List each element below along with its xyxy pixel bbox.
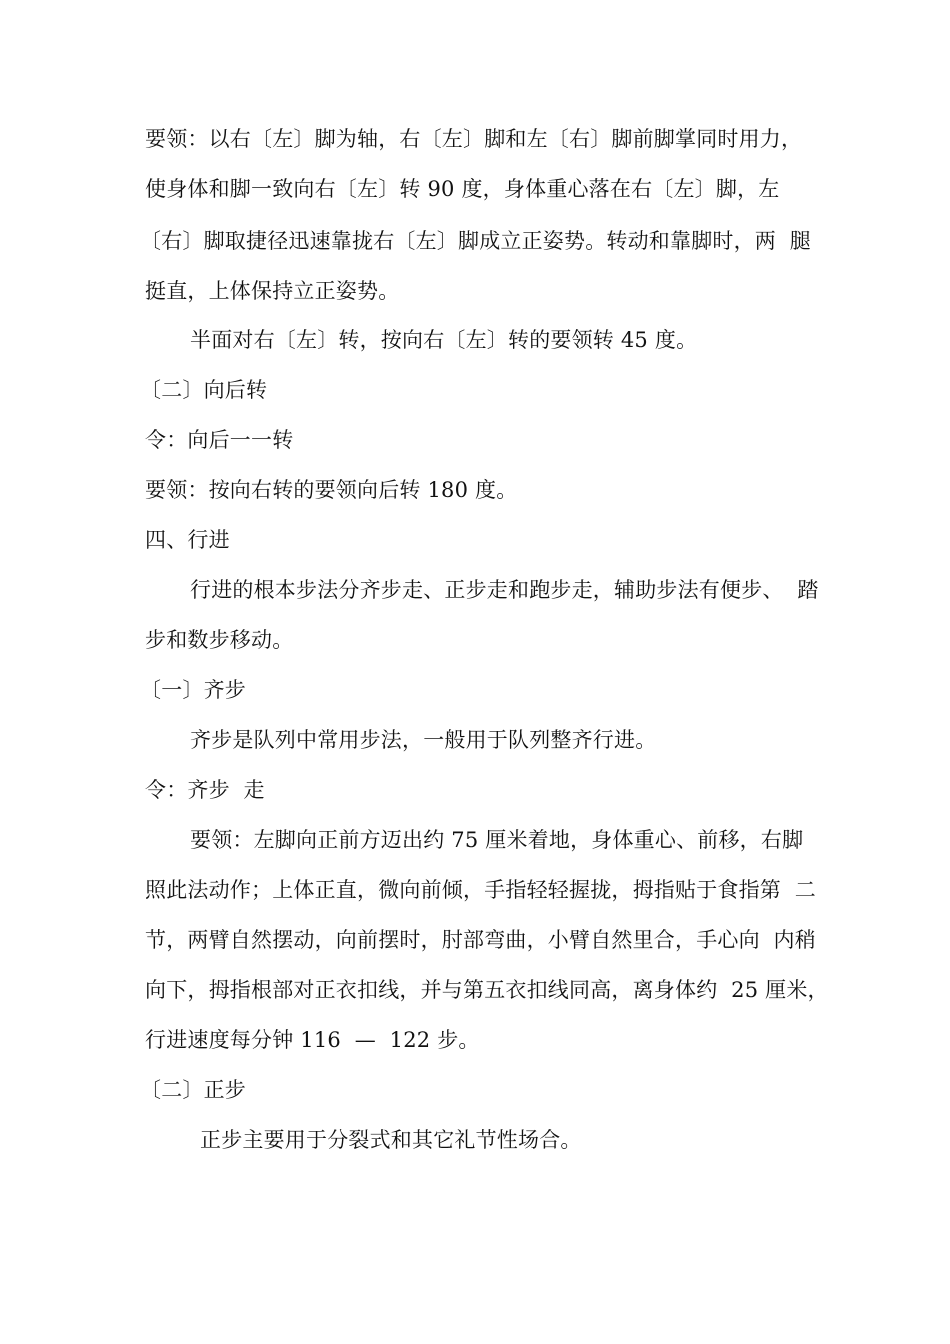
paragraph-line: 要领：以右〔左〕脚为轴，右〔左〕脚和左〔右〕脚前脚掌同时用力， — [145, 127, 803, 151]
paragraph-line: 要领：按向右转的要领向后转 180 度。 — [145, 478, 518, 502]
paragraph-line: 行进的根本步法分齐步走、正步走和跑步走，辅助步法有便步、 踏 — [190, 578, 819, 602]
section-heading: 〔二〕向后转 — [140, 378, 268, 402]
paragraph-line: 半面对右〔左〕转，按向右〔左〕转的要领转 45 度。 — [190, 328, 698, 352]
paragraph-line: 齐步是队列中常用步法，一般用于队列整齐行进。 — [190, 728, 657, 752]
paragraph-line: 行进速度每分钟 116 — 122 步。 — [145, 1028, 480, 1052]
paragraph-line: 使身体和脚一致向右〔左〕转 90 度，身体重心落在右〔左〕脚，左 — [145, 177, 780, 201]
paragraph-line: 挺直，上体保持立正姿势。 — [145, 279, 400, 303]
paragraph-line: 正步主要用于分裂式和其它礼节性场合。 — [200, 1128, 582, 1152]
paragraph-line: 向下，拇指根部对正衣扣线，并与第五衣扣线同高，离身体约 25 厘米， — [145, 978, 829, 1002]
paragraph-line: 照此法动作；上体正直，微向前倾，手指轻轻握拢，拇指贴于食指第 二 — [145, 878, 816, 902]
section-heading: 四、行进 — [145, 528, 230, 552]
paragraph-line: 〔右〕脚取捷径迅速靠拢右〔左〕脚成立正姿势。转动和靠脚时，两 腿 — [140, 229, 811, 253]
paragraph-line: 节，两臂自然摆动，向前摆时，肘部弯曲，小臂自然里合，手心向 内稍 — [145, 928, 816, 952]
section-heading: 〔二〕正步 — [140, 1078, 246, 1102]
section-heading: 〔一〕齐步 — [140, 678, 246, 702]
command-line: 令：齐步 走 — [145, 778, 265, 802]
paragraph-line: 要领：左脚向正前方迈出约 75 厘米着地，身体重心、前移，右脚 — [190, 828, 804, 852]
paragraph-line: 步和数步移动。 — [145, 628, 294, 652]
command-line: 令：向后一一转 — [145, 428, 294, 452]
